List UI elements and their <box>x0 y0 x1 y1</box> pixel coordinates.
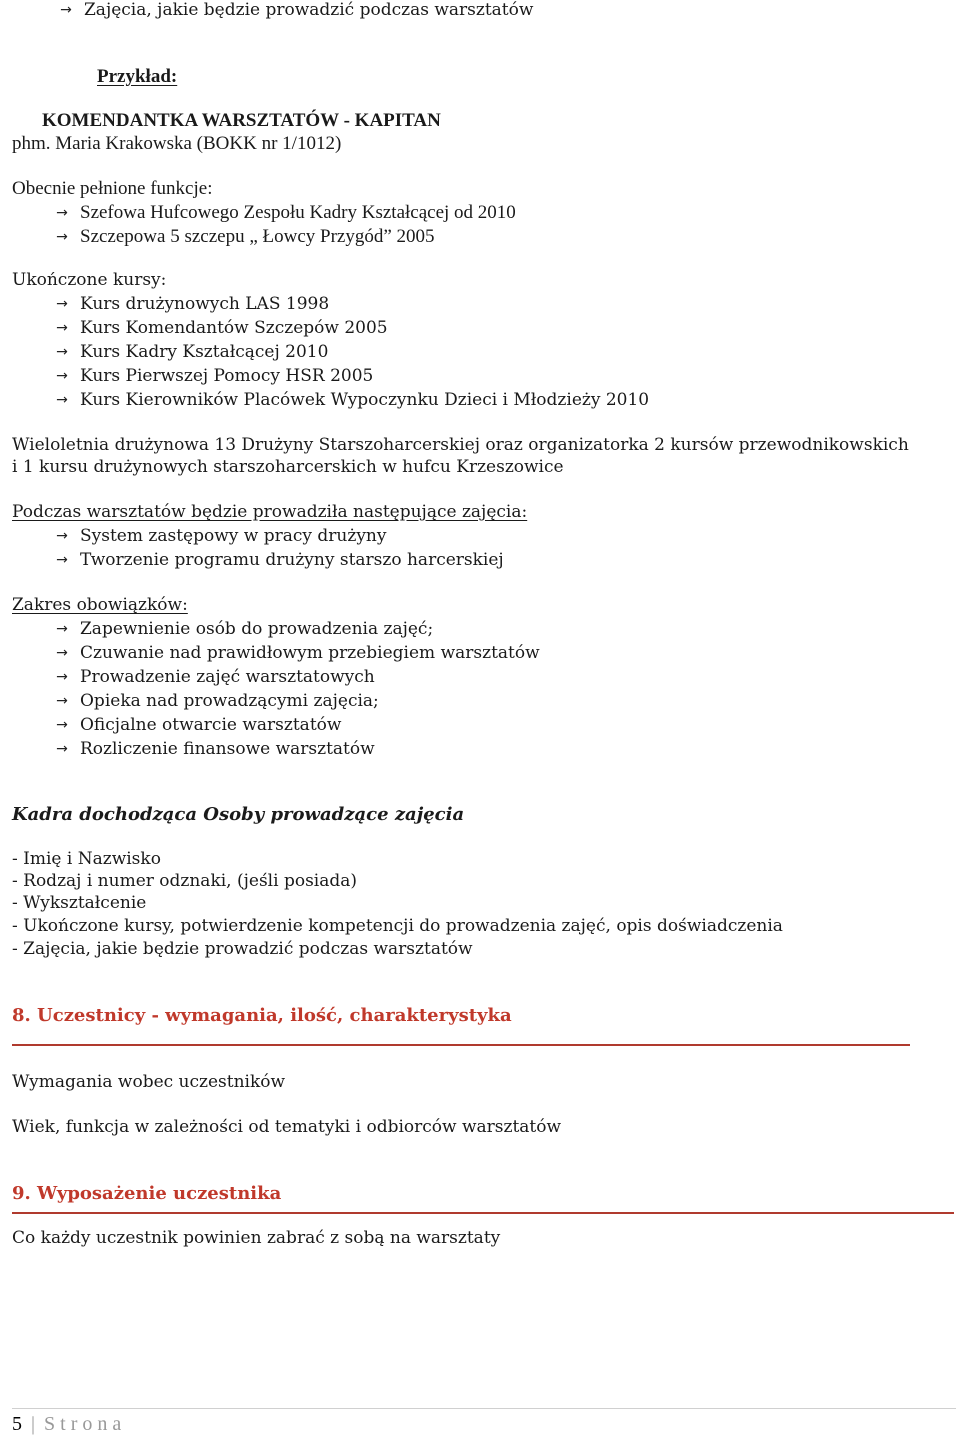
arrow-bullet-icon: → <box>56 392 68 408</box>
arrow-bullet-icon: → <box>56 205 68 221</box>
list-item: → Kurs Kierowników Placówek Wypoczynku Dzieci i Młodzieży 2010 <box>44 390 649 410</box>
requirements-text: Wymagania wobec uczestników <box>12 1072 286 1092</box>
arrow-bullet-icon: → <box>56 693 68 709</box>
arrow-bullet-icon: → <box>56 741 68 757</box>
list-item: → Opieka nad prowadzącymi zajęcia; <box>44 691 379 711</box>
arrow-bullet-icon: → <box>56 344 68 360</box>
equipment-text: Co każdy uczestnik powinien zabrać z sobą na warsztaty <box>12 1228 501 1248</box>
duties-heading: Zakres obowiązków: <box>12 595 188 615</box>
arrow-bullet-icon: → <box>56 296 68 312</box>
courses-heading: Ukończone kursy: <box>12 270 167 290</box>
arrow-bullet-icon: → <box>56 320 68 336</box>
page-number: 5 <box>12 1413 22 1435</box>
arrow-bullet-icon: → <box>56 717 68 733</box>
list-item: → Oficjalne otwarcie warsztatów <box>44 715 341 735</box>
list-item: → Tworzenie programu drużyny starszo harcerskiej <box>44 550 504 570</box>
section-8-heading: 8. Uczestnicy - wymagania, ilość, charakterystyka <box>12 1005 512 1026</box>
arrow-bullet-icon: → <box>56 528 68 544</box>
experience-line: i 1 kursu drużynowych starszoharcerskich w hufcu Krzeszowice <box>12 457 564 477</box>
list-item: → Kurs Pierwszej Pomocy HSR 2005 <box>44 366 373 386</box>
kadra-heading: Kadra dochodząca Osoby prowadzące zajęcia <box>12 804 465 825</box>
person-name: phm. Maria Krakowska (BOKK nr 1/1012) <box>12 133 342 154</box>
kadra-item: - Wykształcenie <box>12 893 147 913</box>
footer-separator: | <box>31 1413 36 1435</box>
footer-label: Strona <box>44 1413 127 1435</box>
footer-divider <box>12 1408 956 1409</box>
page-footer <box>12 1413 126 1436</box>
list-item: → Szczepowa 5 szczepu „ Łowcy Przygód” 2005 <box>44 226 435 248</box>
list-item: → System zastępowy w pracy drużyny <box>44 526 386 546</box>
list-item: → Prowadzenie zajęć warsztatowych <box>44 667 375 687</box>
arrow-bullet-icon: → <box>56 645 68 661</box>
experience-line: Wieloletnia drużynowa 13 Drużyny Starszoharcerskiej oraz organizatorka 2 kursów przewodnikowskich <box>12 435 909 455</box>
arrow-bullet-icon: → <box>56 621 68 637</box>
arrow-bullet-icon: → <box>56 368 68 384</box>
section-divider <box>12 1044 910 1046</box>
kadra-item: - Ukończone kursy, potwierdzenie kompetencji do prowadzenia zajęć, opis doświadczenia <box>12 916 783 936</box>
kadra-item: - Zajęcia, jakie będzie prowadzić podczas warsztatów <box>12 939 473 959</box>
arrow-bullet-icon: → <box>56 229 68 245</box>
list-item: → Kurs drużynowych LAS 1998 <box>44 294 329 314</box>
section-9-heading: 9. Wyposażenie uczestnika <box>12 1183 282 1204</box>
list-item-text: Zajęcia, jakie będzie prowadzić podczas warsztatów <box>84 0 534 20</box>
list-item: → Kurs Kadry Kształcącej 2010 <box>44 342 328 362</box>
list-item: → Rozliczenie finansowe warsztatów <box>44 739 375 759</box>
kadra-item: - Rodzaj i numer odznaki, (jeśli posiada) <box>12 871 358 891</box>
role-title: KOMENDANTKA WARSZTATÓW - KAPITAN <box>42 110 441 131</box>
age-function-text: Wiek, funkcja w zależności od tematyki i odbiorców warsztatów <box>12 1117 562 1137</box>
example-label: Przykład: <box>97 66 178 87</box>
arrow-bullet-icon: → <box>60 2 72 18</box>
arrow-bullet-icon: → <box>56 552 68 568</box>
section-divider <box>12 1212 954 1214</box>
list-item: → Kurs Komendantów Szczepów 2005 <box>44 318 388 338</box>
list-item <box>48 0 533 20</box>
list-item: → Czuwanie nad prawidłowym przebiegiem warsztatów <box>44 643 540 663</box>
functions-heading: Obecnie pełnione funkcje: <box>12 178 213 199</box>
kadra-item: - Imię i Nazwisko <box>12 849 161 869</box>
activities-heading: Podczas warsztatów będzie prowadziła następujące zajęcia: <box>12 502 528 522</box>
arrow-bullet-icon: → <box>56 669 68 685</box>
list-item: → Zapewnienie osób do prowadzenia zajęć; <box>44 619 433 639</box>
list-item: → Szefowa Hufcowego Zespołu Kadry Kształcącej od 2010 <box>44 202 516 224</box>
